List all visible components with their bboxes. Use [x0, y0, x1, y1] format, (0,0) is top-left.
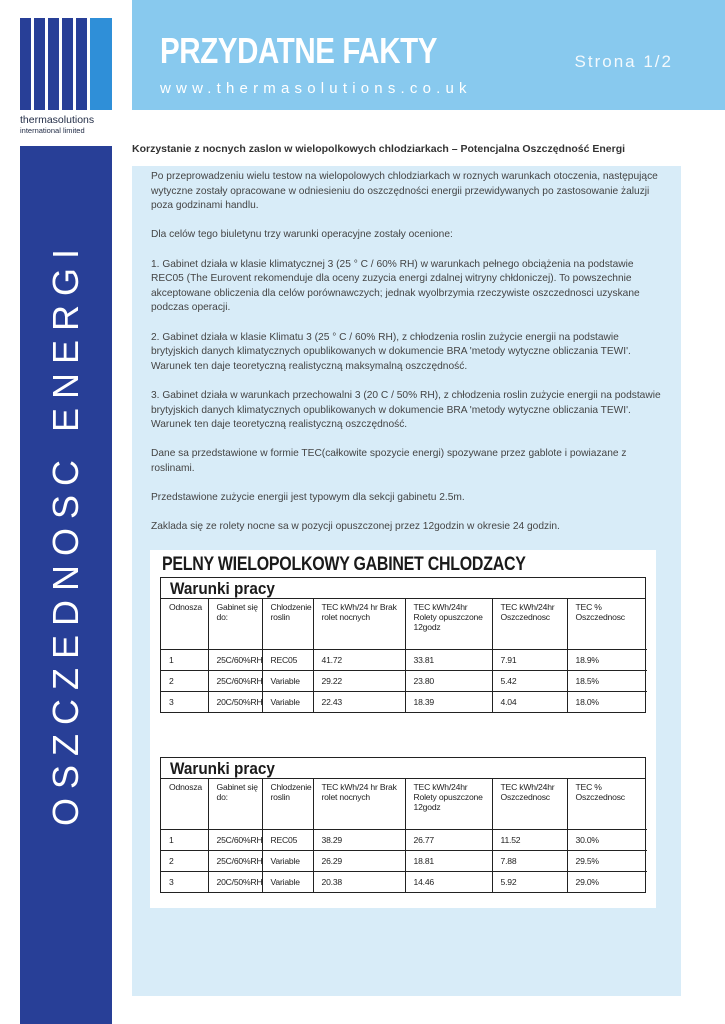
- paragraph: Dla celów tego biuletynu trzy warunki operacyjne zostały ocenione:: [151, 229, 453, 241]
- table-cell: 4.04: [492, 691, 567, 712]
- paragraph: Dane sa przedstawione w formie TEC(całkowite spozycie energi) spozywane przez gablote i powiazane z roslinami.: [151, 448, 627, 474]
- table-header-row: [161, 599, 647, 649]
- column-header: TEC kWh/24 hr Brak rolet nocnych: [313, 779, 405, 829]
- table-cell: 11.52: [492, 829, 567, 850]
- table-cell: 18.9%: [567, 649, 647, 670]
- table-cell: 25C/60%RH: [208, 850, 262, 871]
- table-cell: 18.39: [405, 691, 492, 712]
- logo-stripe: [48, 18, 59, 110]
- table-cell: Variable: [262, 670, 313, 691]
- paragraph: Przedstawione zużycie energii jest typowym dla sekcji gabinetu 2.5m.: [151, 492, 465, 504]
- tables-card: [150, 550, 656, 908]
- table-cell: 29.5%: [567, 850, 647, 871]
- card-title: PELNY WIELOPOLKOWY GABINET CHLODZACY: [162, 554, 526, 575]
- document-subtitle: Korzystanie z nocnych zaslon w wielopolkowych chlodziarkach – Potencjalna Oszczędność Energi: [132, 143, 626, 155]
- conditions-table: [160, 757, 646, 893]
- table-cell: Variable: [262, 871, 313, 892]
- paragraph: 2. Gabinet działa w klasie Klimatu 3 (25 ° C / 60% RH), z chłodzenia roslin zużycie energii na podstawie brytyjskich danych klimatycznych opublikowanych w dokumencie BRA 'metody wytyczne obliczania TEWI'. Warunek ten daje teoretyczną realistyczną maksymalną oszczędność.: [151, 331, 631, 372]
- column-header: TEC kWh/24 hr Brak rolet nocnych: [313, 599, 405, 649]
- table-row: [161, 649, 647, 670]
- table-cell: 7.91: [492, 649, 567, 670]
- table-row: [161, 670, 647, 691]
- logo-stripe: [62, 18, 73, 110]
- table-cell: 18.0%: [575, 696, 599, 707]
- table-header-row: [161, 779, 647, 829]
- data-table: [161, 599, 647, 712]
- table-cell: 20.38: [313, 871, 405, 892]
- paragraph: Zaklada się ze rolety nocne sa w pozycji opuszczonej przez 12godzin w okresie 24 godzin.: [151, 521, 560, 533]
- table-cell: 23.80: [405, 670, 492, 691]
- header-band: [132, 0, 725, 110]
- column-header: TEC kWh/24hr Oszczednosc: [492, 599, 567, 649]
- table-cell: 1: [161, 829, 208, 850]
- table-cell: 20C/50%RH: [208, 691, 262, 712]
- paragraph: Po przeprowadzeniu wielu testow na wielopolowych chlodziarkach w roznych warunkach otoczenia, następujące wytyczne zostały opracowane w odniesieniu do oszczędności energii przewidywanych po zastosowanie żaluzji poza godzinami handlu.: [151, 171, 658, 212]
- table-cell: 30.0%: [567, 829, 647, 850]
- table-caption-text: Warunki pracy: [170, 579, 275, 598]
- table-cell: 18.5%: [567, 670, 647, 691]
- logo-stripe: [90, 18, 112, 110]
- table-cell: 22.43: [313, 691, 405, 712]
- table-cell: 1: [161, 649, 208, 670]
- logo-stripe: [76, 18, 87, 110]
- table-cell: 25C/60%RH: [208, 670, 262, 691]
- data-table: [161, 779, 647, 892]
- column-header: Odnosza: [161, 599, 208, 649]
- column-header: Chlodzenie roslin: [262, 779, 313, 829]
- table-cell: Variable: [262, 691, 313, 712]
- column-header: TEC % Oszczednosc: [567, 599, 647, 649]
- column-header: TEC kWh/24hr Rolety opuszczone 12godz: [405, 779, 492, 829]
- table-cell: 2: [161, 670, 208, 691]
- page-number: Strona 1/2: [574, 52, 673, 71]
- column-header: Chlodzenie roslin: [262, 599, 313, 649]
- table-cell: REC05: [262, 829, 313, 850]
- logo-stripes: [20, 18, 112, 110]
- column-header: TEC % Oszczednosc: [567, 779, 647, 829]
- column-header: TEC kWh/24hr Oszczednosc: [492, 779, 567, 829]
- table-cell: 14.46: [405, 871, 492, 892]
- paragraph: 1. Gabinet działa w klasie klimatycznej 3 (25 ° C / 60% RH) w warunkach pełnego obciążenia na podstawie REC05 (The Eurovent rekomenduje dla oceny zuzycia energi zdalnej witryny chłdoniczej). To powszechnie akceptowane obliczenia dla celów porównawczych; jednak wyolbrzymia rzeczywiste oszczednosci uzyskane podczas operacji.: [151, 258, 640, 314]
- column-header: TEC kWh/24hr Rolety opuszczone 12godz: [405, 599, 492, 649]
- body-text: [151, 170, 666, 549]
- table-cell: 5.92: [492, 871, 567, 892]
- table-caption: [161, 578, 645, 599]
- logo-stripe: [20, 18, 31, 110]
- company-logo: [20, 18, 112, 136]
- table-caption: [161, 758, 645, 779]
- table-cell: REC05: [262, 649, 313, 670]
- column-header: Odnosza: [161, 779, 208, 829]
- table-cell: 7.88: [492, 850, 567, 871]
- table-row: [161, 691, 647, 712]
- paragraph: 3. Gabinet działa w warunkach przechowalni 3 (20 C / 50% RH), z chłodzenia roslin zużycie energii na podstawie brytyjskich danych klimatycznych opublikowanych w dokumencie BRA 'metody wytyczne obliczania TEWI'. Warunek ten daje teoretyczną realistyczną oszczędność.: [151, 389, 661, 431]
- table-cell: 2: [161, 850, 208, 871]
- table-cell: 41.72: [313, 649, 405, 670]
- content-panel: [132, 166, 681, 996]
- table-cell: 26.77: [405, 829, 492, 850]
- table-cell: 5.42: [492, 670, 567, 691]
- table-cell: 29.22: [313, 670, 405, 691]
- table-cell: 38.29: [313, 829, 405, 850]
- table-cell: 3: [161, 691, 208, 712]
- page-title: PRZYDATNE FAKTY: [160, 30, 438, 71]
- logo-company-name: thermasolutions: [20, 114, 95, 126]
- table-row: [161, 871, 647, 892]
- table-cell: 29.0%: [575, 876, 599, 887]
- table-cell: 18.81: [405, 850, 492, 871]
- column-header: Gabinet się do:: [208, 599, 262, 649]
- table-cell: 26.29: [313, 850, 405, 871]
- table-row: [161, 850, 647, 871]
- side-band: [20, 146, 112, 1024]
- table-cell: 20C/50%RH: [208, 871, 262, 892]
- website-url[interactable]: www.thermasolutions.co.uk: [160, 80, 472, 97]
- table-cell: 33.81: [405, 649, 492, 670]
- table-cell: Variable: [262, 850, 313, 871]
- column-header: Gabinet się do:: [208, 779, 262, 829]
- table-caption-text: Warunki pracy: [170, 759, 275, 778]
- logo-company-subtitle: international limited: [20, 126, 85, 135]
- table-cell: 3: [161, 871, 208, 892]
- table-cell: 25C/60%RH: [208, 829, 262, 850]
- logo-stripe: [34, 18, 45, 110]
- table-row: [161, 829, 647, 850]
- table-cell: 25C/60%RH: [208, 649, 262, 670]
- conditions-table: [160, 577, 646, 713]
- side-vertical-title: OSZCZEDNOSC ENERGI: [45, 239, 86, 826]
